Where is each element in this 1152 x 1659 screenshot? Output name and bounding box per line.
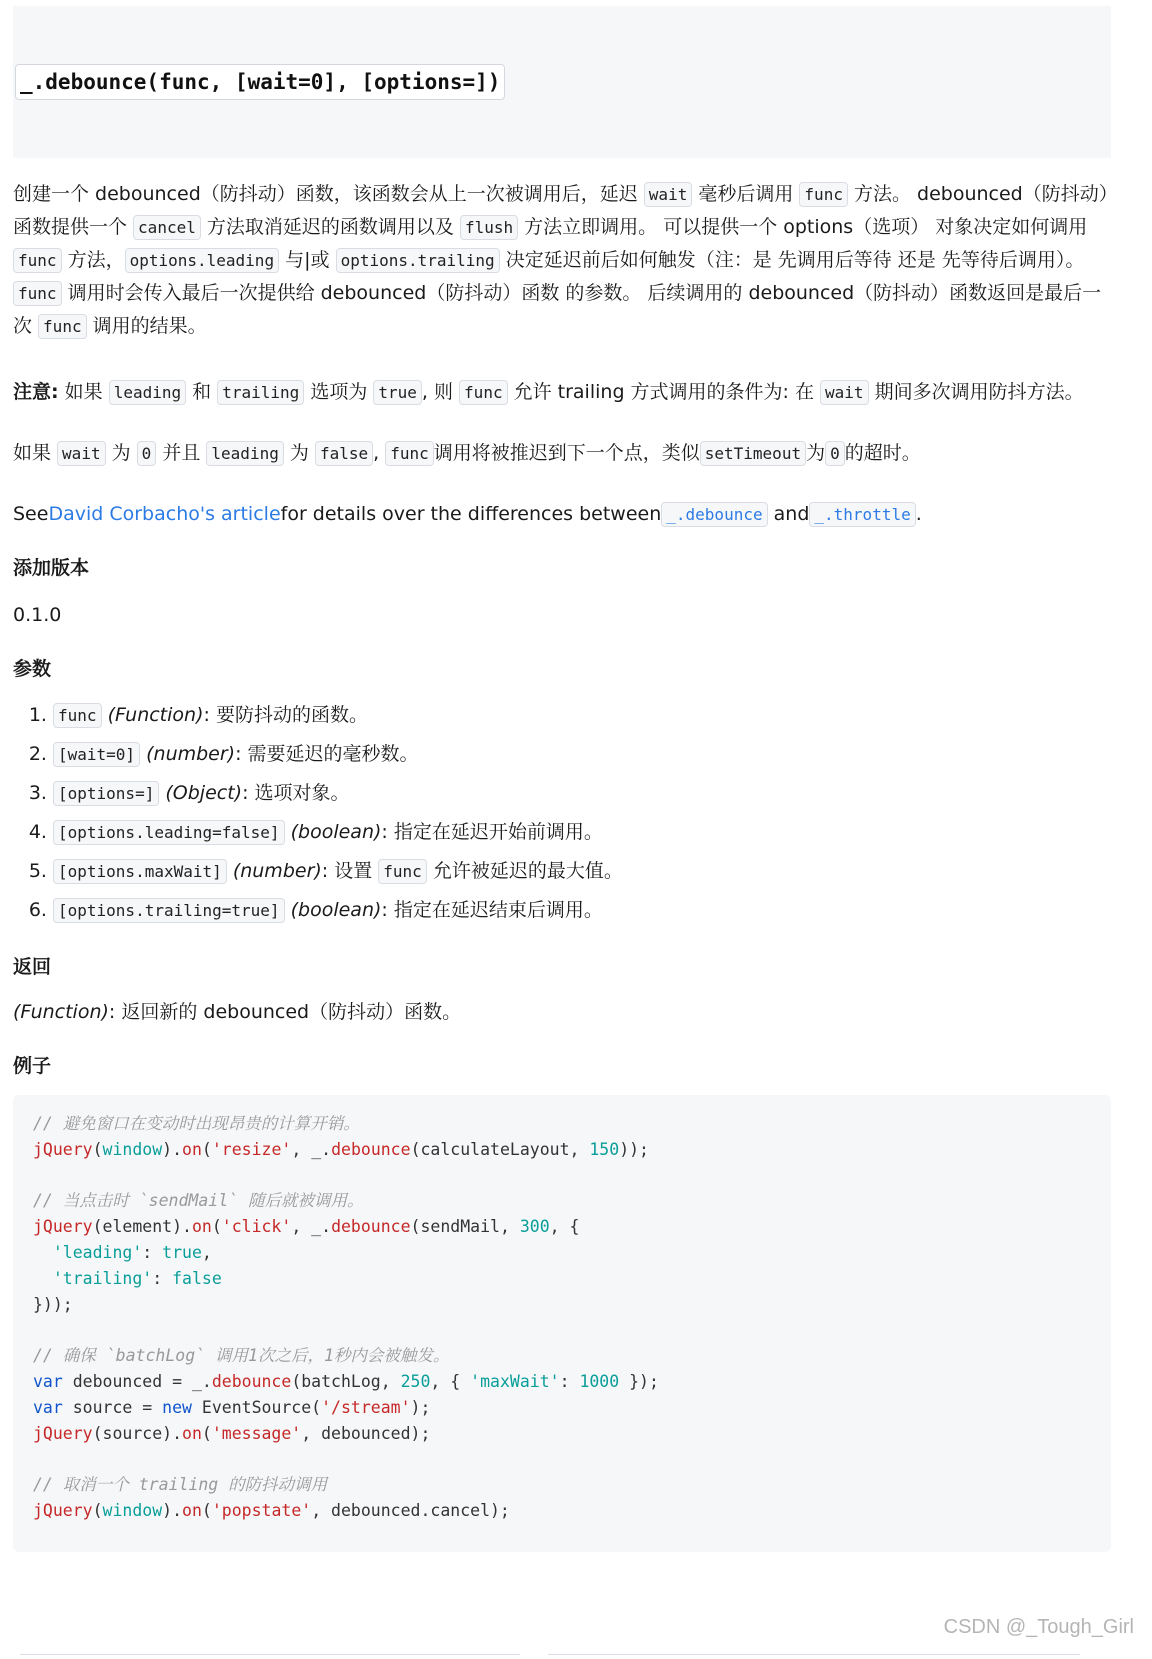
note-paragraph: 注意: 如果 leading 和 trailing 选项为 true , 则 func 允许 trailing 方式调用的条件为: 在 wait 期间多次调用防抖方法。 [13,381,1084,403]
param-item: 3. [options=] (Object): 选项对象。 [53,774,1111,813]
code-token: : [142,1242,163,1262]
code-token: window [102,1500,163,1520]
code-token: 300 [519,1217,550,1237]
csdn-watermark: CSDN @_Tough_Girl [943,1616,1134,1638]
inline-code: setTimeout [700,441,806,466]
code-token: true [162,1242,202,1262]
returns-paragraph: (Function): 返回新的 debounced（防抖动）函数。 [13,1001,462,1023]
code-line [33,1446,1091,1472]
code-token: debounce [211,1371,292,1391]
article-link[interactable]: David Corbacho's article [48,503,281,525]
code-line [33,1188,1091,1214]
code-token: , debounced); [301,1423,431,1443]
code-token: false [172,1268,222,1288]
code-token: 'maxWait' [470,1371,560,1391]
inline-code: func [385,441,434,466]
inline-code: trailing [217,380,304,405]
inline-code: wait [644,182,693,207]
code-token: EventSource( [191,1397,322,1417]
code-token: var [33,1371,63,1391]
param-item: 6. [options.trailing=true] (boolean): 指定在延迟结束后调用。 [53,891,1111,930]
params-list [13,696,1111,930]
inline-code: 0 [825,441,845,466]
code-token: , debounced.cancel); [311,1500,510,1520]
code-line [33,1317,1091,1343]
code-token: 'resize' [211,1139,292,1159]
bottom-cards [20,1654,1080,1658]
code-token: var [33,1397,63,1417]
inline-code: func [38,314,87,339]
code-token: 'leading' [52,1242,143,1262]
code-line [33,1395,1091,1421]
inline-code: false [315,441,373,466]
code-token: , _. [291,1217,332,1237]
code-line [33,1163,1091,1189]
signature-box [13,6,1111,158]
code-line [33,1292,1091,1318]
code-line [33,1266,1091,1292]
throttle-link[interactable]: _.throttle [809,502,915,527]
code-token: ( [92,1500,103,1520]
inline-code: func [13,248,62,273]
example-heading: 例子 [13,1055,52,1077]
since-heading: 添加版本 [13,557,90,579]
inline-code: wait [57,441,106,466]
code-token: ( [211,1217,222,1237]
code-line [33,1214,1091,1240]
code-token [33,1243,53,1262]
code-token: , { [430,1371,471,1391]
code-token: 'click' [221,1217,292,1237]
note2-paragraph: 如果 wait 为 0 并且 leading 为 false , func 调用将被推迟到下一个点，类似 setTimeout 为 0 的超时。 [13,442,921,464]
code-token [33,1269,53,1288]
code-line [33,1498,1091,1524]
inline-code: cancel [133,215,201,240]
inline-code: leading [206,441,283,466]
code-token: (sendMail, [410,1217,520,1237]
code-token: new [162,1397,192,1417]
inline-code: flush [460,215,518,240]
code-line [33,1240,1091,1266]
note-label: 注意: [13,381,59,403]
code-line [33,1421,1091,1447]
code-token: ). [162,1500,183,1520]
code-line [33,1111,1091,1137]
code-token: jQuery [33,1139,93,1159]
code-token: )); [619,1139,649,1159]
code-token: on [182,1423,202,1443]
code-token: (calculateLayout, [410,1139,590,1159]
code-token: on [182,1500,202,1520]
code-line [33,1369,1091,1395]
code-token: 1000 [579,1371,620,1391]
code-token: // 取消一个 trailing 的防抖动调用 [33,1475,328,1495]
inline-code: func [13,281,62,306]
description-paragraph: 创建一个 debounced（防抖动）函数，该函数会从上一次被调用后，延迟 wait 毫秒后调用 func 方法。 debounced（防抖动）函数提供一个 cancel 方法取消延迟的函数调用以及 flush 方法立即调用。 可以提供一个 options（选项） 对象决定如何调用 func 方法， options.leading 与|或 options.trailing 决定延迟前后如何触发（注：是 先调用后等待 还是 先等待后调用）。 func 调用时会传入最后一次提供给 debounced（防抖动）函数 的参数。 后续调用的 debounced（防抖动）函数返回是最后一次 func 调用的结果。 [13,183,1109,337]
code-token: // 避免窗口在变动时出现昂贵的计算开销。 [33,1114,360,1133]
see-also-paragraph: SeeDavid Corbacho's articlefor details over the differences between _.debounce and _.throttle . [13,503,922,525]
param-item: 1. func (Function): 要防抖动的函数。 [53,696,1111,735]
code-token: 250 [400,1371,431,1391]
code-line [33,1137,1091,1163]
code-token: ( [201,1139,212,1159]
code-token: // 确保 `batchLog` 调用1次之后，1秒内会被触发。 [33,1346,450,1366]
inline-code: wait [820,380,869,405]
returns-heading: 返回 [13,956,52,978]
inline-code: true [373,380,422,405]
code-token: debounce [331,1217,411,1237]
code-token: 'trailing' [52,1268,153,1288]
param-item: 2. [wait=0] (number): 需要延迟的毫秒数。 [53,735,1111,774]
doc-content [13,6,1111,1552]
code-token: , { [549,1217,580,1237]
code-token: debounce [331,1139,411,1159]
code-token: (source). [92,1423,183,1443]
code-token: jQuery [33,1217,93,1237]
code-token: 'message' [211,1423,302,1443]
code-token: '/stream' [321,1397,411,1417]
param-item: 5. [options.maxWait] (number): 设置 func 允许被延迟的最大值。 [53,852,1111,891]
inline-code: options.trailing [336,248,500,273]
code-token: jQuery [33,1500,93,1520]
code-token: 'popstate' [211,1500,312,1520]
example-code-block [13,1095,1111,1552]
code-token: jQuery [33,1423,93,1443]
card-edge-right [548,1654,1080,1659]
inline-code: options.leading [125,248,280,273]
code-token: , _. [291,1139,332,1159]
inline-code: 0 [137,441,157,466]
code-token: (batchLog, [291,1371,401,1391]
code-token: window [102,1139,163,1159]
inline-code: func [459,380,508,405]
code-token: ( [201,1500,212,1520]
code-token: on [182,1139,202,1159]
code-token: 150 [589,1139,620,1159]
code-token: (element). [92,1217,192,1237]
code-token: // 当点击时 `sendMail` 随后就被调用。 [33,1191,364,1211]
function-signature: _.debounce(func, [wait=0], [options=]) [15,64,505,100]
debounce-link[interactable]: _.debounce [661,502,767,527]
code-token: : [559,1371,580,1391]
code-token: }); [619,1371,659,1391]
code-line [33,1343,1091,1369]
inline-code: leading [109,380,186,405]
params-heading: 参数 [13,658,52,680]
code-token: ); [410,1397,431,1417]
code-token: })); [33,1294,73,1314]
code-token: on [191,1217,212,1237]
code-token: ( [201,1423,212,1443]
param-item: 4. [options.leading=false] (boolean): 指定在延迟开始前调用。 [53,813,1111,852]
code-token: debounced = _. [62,1371,212,1391]
code-token: ). [162,1139,183,1159]
code-token: source = [62,1397,163,1417]
code-token: ( [92,1139,103,1159]
code-line [33,1472,1091,1498]
code-token: , [201,1242,212,1262]
code-token: : [152,1268,173,1288]
inline-code: func [799,182,848,207]
since-value: 0.1.0 [13,604,62,626]
card-edge-left [20,1654,520,1659]
